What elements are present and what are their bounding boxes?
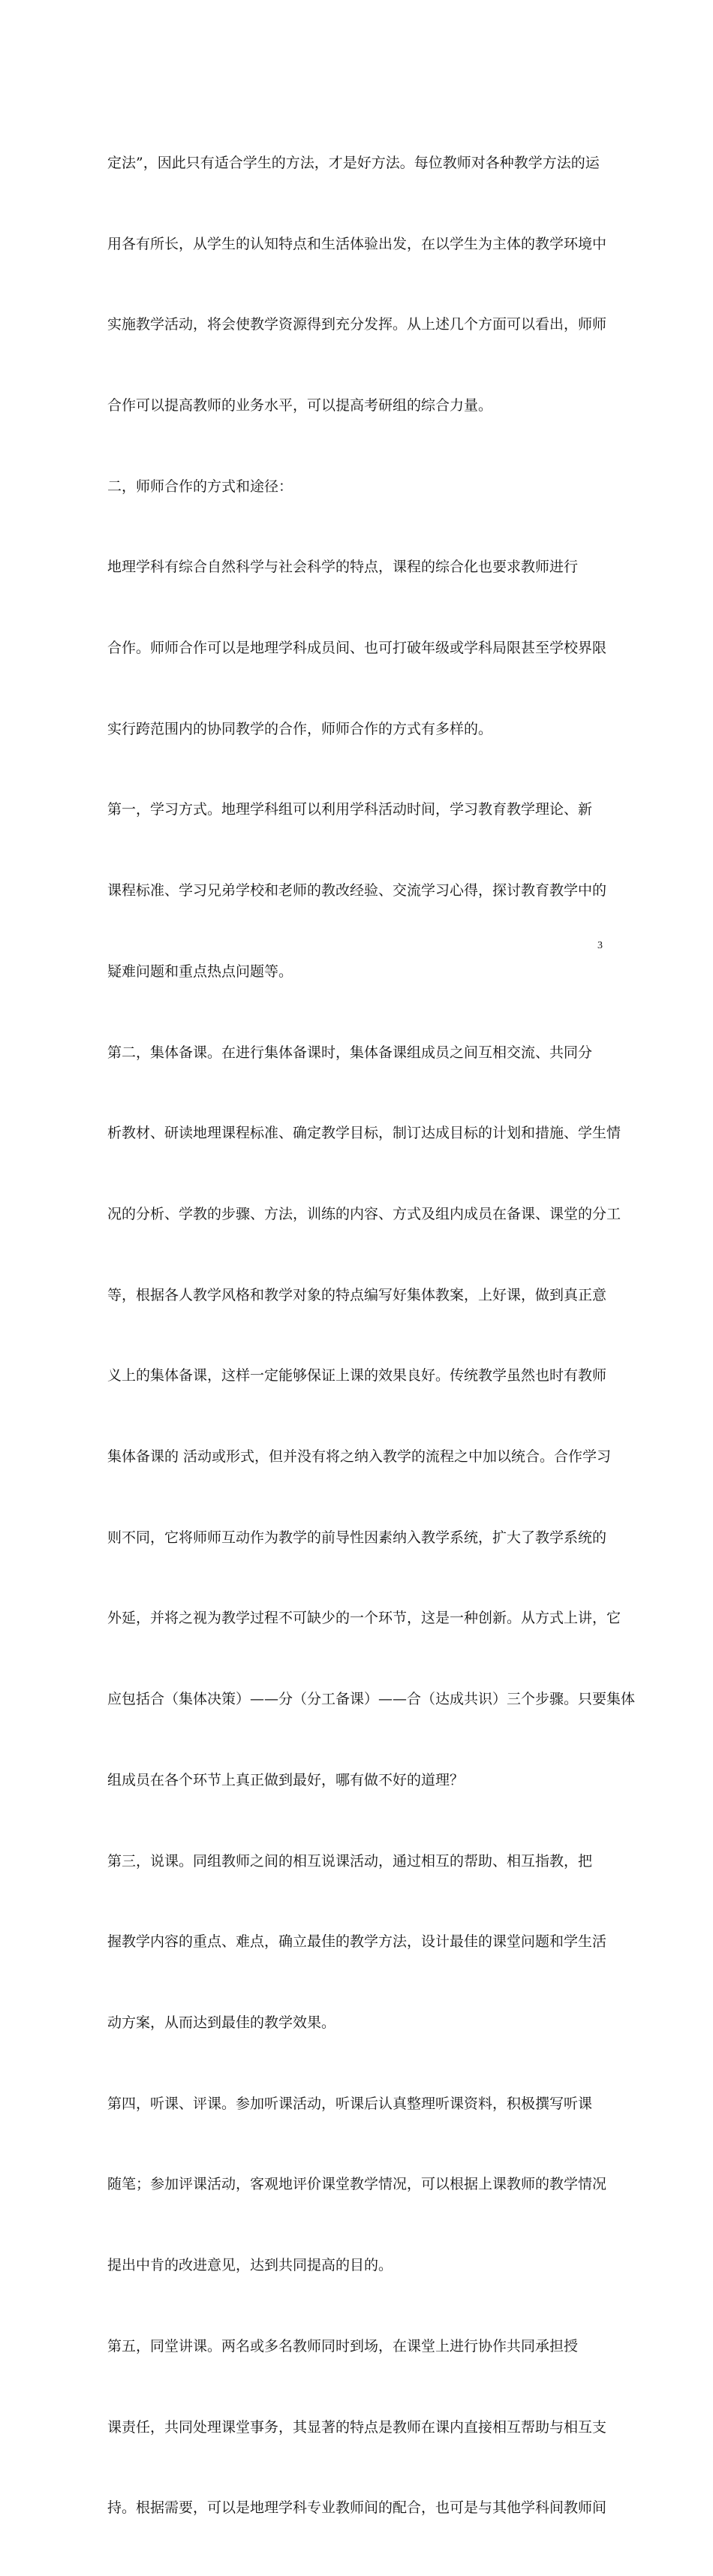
text-line: 课责任，共同处理课堂事务，其显著的特点是教师在课内直接相互帮助与相互支 <box>107 2418 607 2436</box>
document-body <box>107 96 636 2576</box>
text-line: 定法”，因此只有适合学生的方法，才是好方法。每位教师对各种教学方法的运 <box>107 154 600 171</box>
text-line: 组成员在各个环节上真正做到最好，哪有做不好的道理？ <box>107 1771 465 1788</box>
text-line: 义上的集体备课，这样一定能够保证上课的效果良好。传统教学虽然也时有教师 <box>107 1367 607 1384</box>
text-line: 则不同，它将师师互动作为教学的前导性因素纳入教学系统，扩大了教学系统的 <box>107 1529 607 1546</box>
text-line: 应包括合（集体决策）——分（分工备课）——合（达成共识）三个步骤。只要集体 <box>107 1691 636 1708</box>
text-line: 第四，听课、评课。参加听课活动，听课后认真整理听课资料，积极撰写听课 <box>107 2095 593 2112</box>
text-line: 合作。师师合作可以是地理学科成员间、也可打破年级或学科局限甚至学校界限 <box>107 640 607 657</box>
text-line: 提出中肯的改进意见，达到共同提高的目的。 <box>107 2257 393 2274</box>
text-line: 第一，学习方式。地理学科组可以利用学科活动时间，学习教育教学理论、新 <box>107 801 593 818</box>
text-line: 实施教学活动，将会使教学资源得到充分发挥。从上述几个方面可以看出，师师 <box>107 316 607 333</box>
text-line: 随笔；参加评课活动，客观地评价课堂教学情况，可以根据上课教师的教学情况 <box>107 2176 607 2193</box>
text-line: 疑难问题和重点热点问题等。 <box>107 963 293 980</box>
text-line: 动方案，从而达到最佳的教学效果。 <box>107 2014 336 2031</box>
text-line: 握教学内容的重点、难点，确立最佳的教学方法，设计最佳的课堂问题和学生活 <box>107 1933 607 1951</box>
text-line: 集体备课的 活动或形式，但并没有将之纳入教学的流程之中加以统合。合作学习 <box>107 1448 612 1466</box>
text-line: 第二，集体备课。在进行集体备课时，集体备课组成员之间互相交流、共同分 <box>107 1044 593 1061</box>
text-line: 外延，并将之视为教学过程不可缺少的一个环节，这是一种创新。从方式上讲，它 <box>107 1610 621 1627</box>
body-text <box>107 96 636 2576</box>
text-line: 况的分析、学教的步骤、方法，训练的内容、方式及组内成员在备课、课堂的分工 <box>107 1205 621 1222</box>
text-line: 课程标准、学习兄弟学校和老师的教改经验、交流学习心得，探讨教育教学中的 <box>107 882 607 899</box>
page-number: 3 <box>597 940 603 951</box>
text-line: 第五，同堂讲课。两名或多名教师同时到场，在课堂上进行协作共同承担授 <box>107 2337 579 2355</box>
text-line: 持。根据需要，可以是地理学科专业教师间的配合，也可是与其他学科间教师间 <box>107 2499 607 2517</box>
text-line: 实行跨范围内的协同教学的合作，师师合作的方式有多样的。 <box>107 720 493 737</box>
text-line: 合作可以提高教师的业务水平，可以提高考研组的综合力量。 <box>107 396 493 414</box>
text-line: 用各有所长，从学生的认知特点和生活体验出发，在以学生为主体的教学环境中 <box>107 235 607 252</box>
text-line: 等，根据各人教学风格和教学对象的特点编写好集体教案，上好课，做到真正意 <box>107 1286 607 1303</box>
text-line: 析教材、研读地理课程标准、确定教学目标，制订达成目标的计划和措施、学生情 <box>107 1125 621 1142</box>
text-line: 地理学科有综合自然科学与社会科学的特点，课程的综合化也要求教师进行 <box>107 559 579 576</box>
text-line: 第三，说课。同组教师之间的相互说课活动，通过相互的帮助、相互指教，把 <box>107 1852 593 1869</box>
section-heading: 二，师师合作的方式和途径： <box>107 478 293 495</box>
